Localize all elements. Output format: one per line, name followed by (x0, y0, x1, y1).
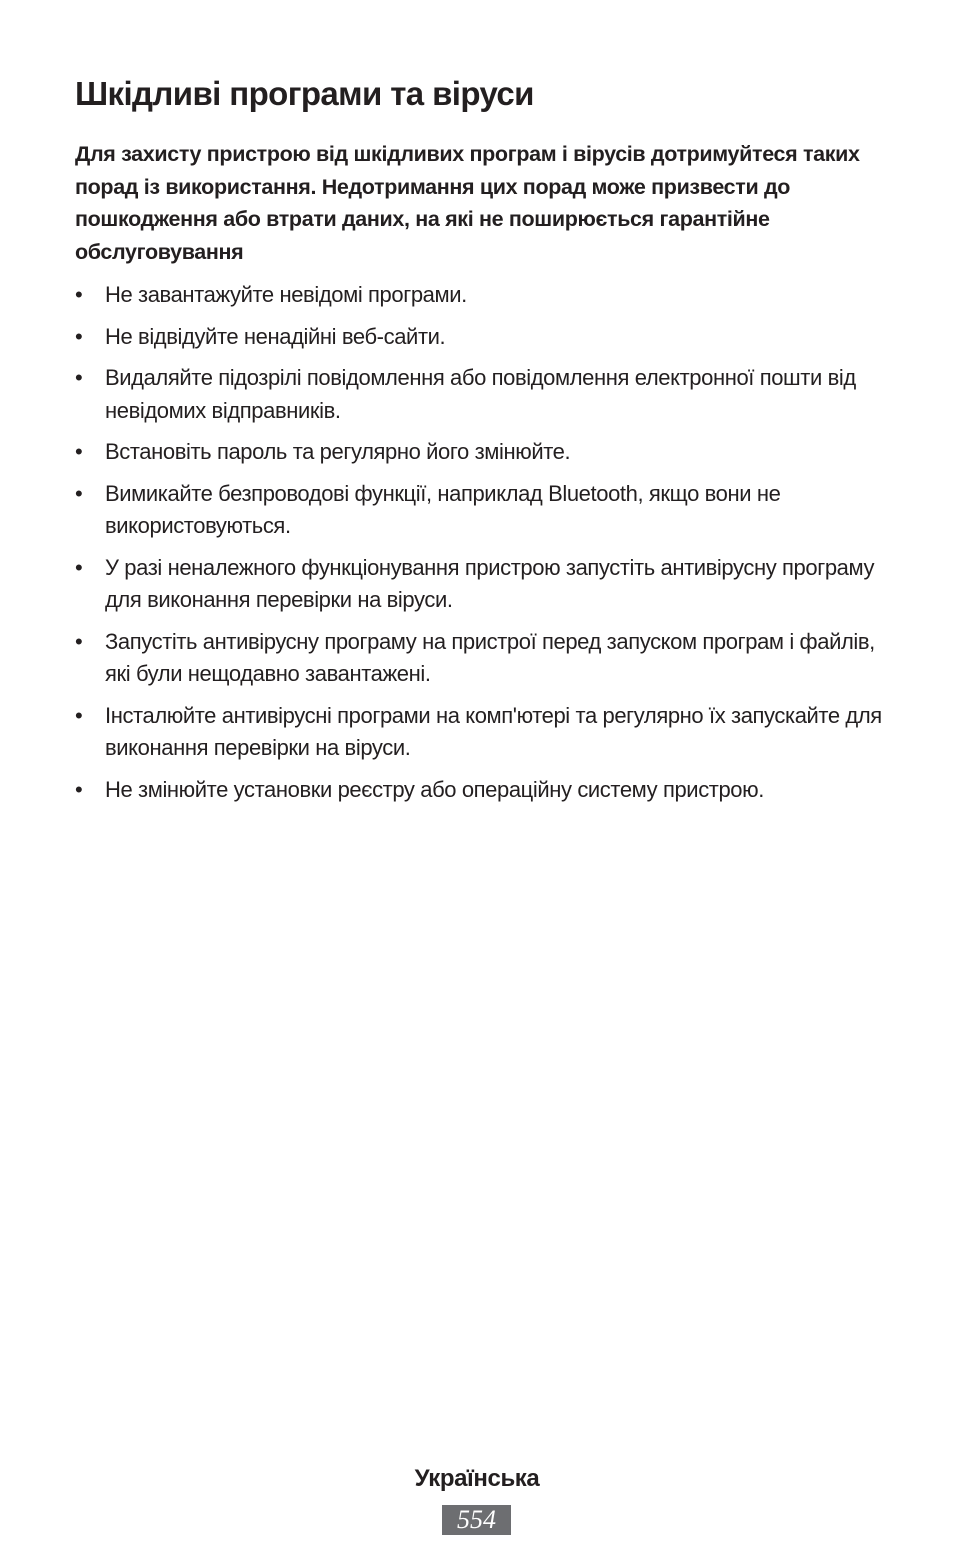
bullet-icon: • (75, 702, 83, 728)
list-item (75, 774, 885, 807)
tip-text: Інсталюйте антивірусні програми на комп'ютері та регулярно їх запускайте для виконання перевірки на віруси. (105, 702, 882, 760)
bullet-icon: • (75, 323, 83, 349)
bullet-icon: • (75, 480, 83, 506)
bullet-icon: • (75, 628, 83, 654)
bullet-icon: • (75, 554, 83, 580)
list-item (75, 362, 885, 427)
list-item (75, 279, 885, 312)
page-number-badge: 554 (442, 1505, 511, 1535)
intro-paragraph: Для захисту пристрою від шкідливих програм і вірусів дотримуйтеся таких порад із використання. Недотримання цих порад може призвести до пошкодження або втрати даних, на які не поширюється гарантійне обслуговування (75, 142, 860, 264)
list-item (75, 436, 885, 469)
tips-list (75, 279, 885, 815)
tip-text: Видаляйте підозрілі повідомлення або повідомлення електронної пошти від невідомих відправників. (105, 365, 856, 423)
bullet-icon: • (75, 439, 83, 464)
list-item (75, 478, 885, 543)
list-item (75, 700, 885, 765)
list-item (75, 321, 885, 354)
footer-language-label: Українська (414, 1465, 540, 1492)
tip-text: Встановіть пароль та регулярно його змінюйте. (105, 439, 571, 464)
list-item (75, 626, 885, 691)
tip-text: Не завантажуйте невідомі програми. (105, 282, 467, 307)
bullet-icon: • (75, 365, 83, 390)
page-title: Шкідливі програми та віруси (75, 75, 534, 112)
list-item (75, 552, 885, 617)
tip-text: Запустіть антивірусну програму на пристрої перед запуском програм і файлів, які були нещодавно завантажені. (105, 628, 875, 686)
tip-text: Вимикайте безпроводові функції, наприклад Bluetooth, якщо вони не використовуються. (105, 480, 781, 538)
bullet-icon: • (75, 282, 83, 307)
bullet-icon: • (75, 776, 83, 802)
tip-text: У разі неналежного функціонування пристрою запустіть антивірусну програму для виконання перевірки на віруси. (105, 554, 875, 612)
tip-text: Не змінюйте установки реєстру або операційну систему пристрою. (105, 776, 764, 802)
tip-text: Не відвідуйте ненадійні веб-сайти. (105, 323, 446, 349)
